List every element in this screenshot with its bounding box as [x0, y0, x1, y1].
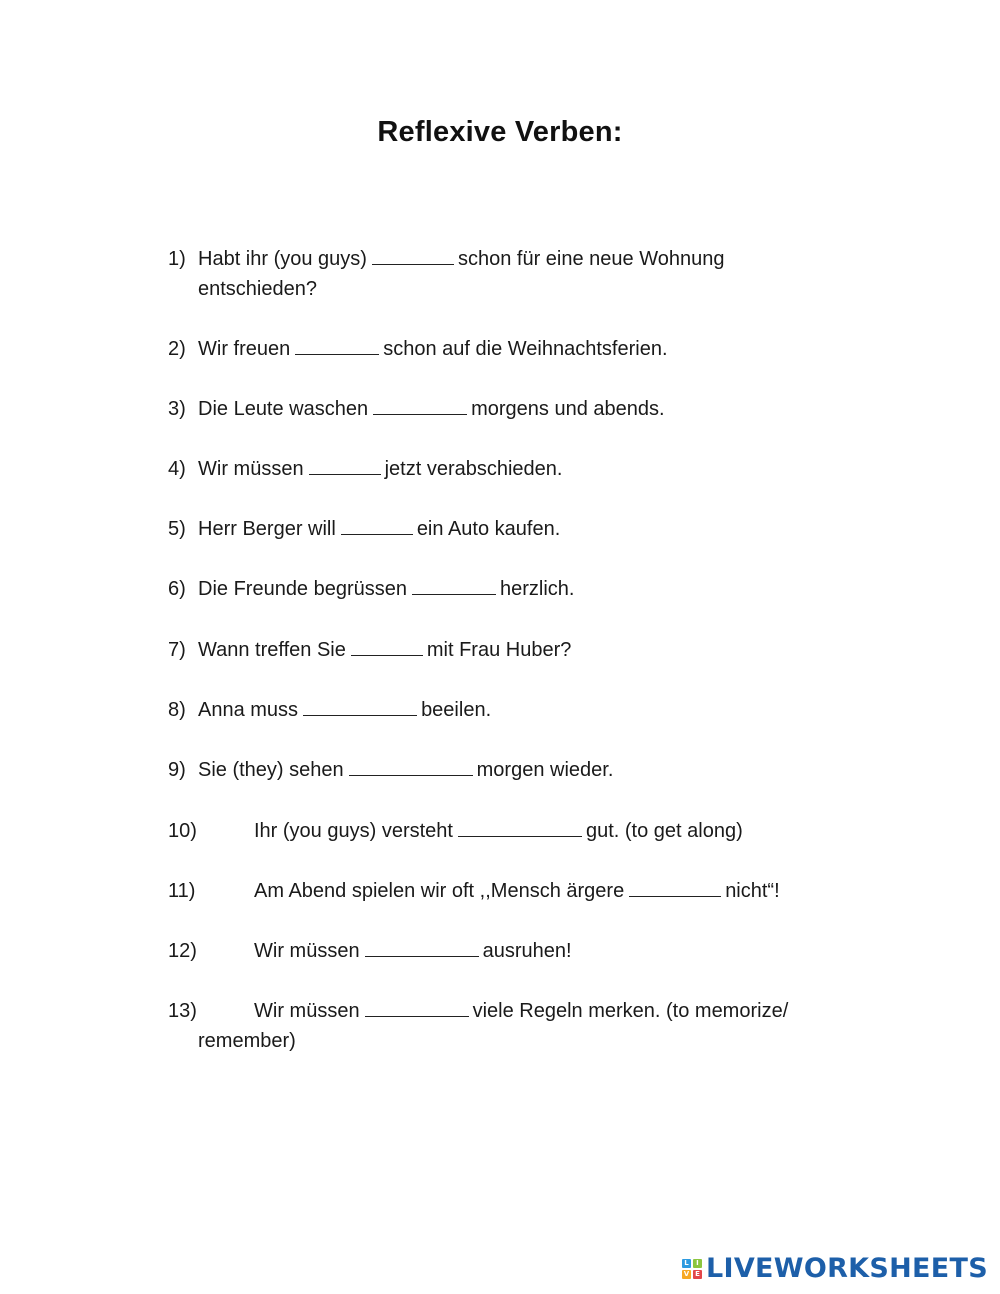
logo-tile: E [693, 1270, 702, 1279]
question-1 [168, 244, 848, 304]
answer-blank[interactable] [349, 759, 473, 776]
question-6 [168, 574, 848, 604]
question-text-after: gut. (to get along) [585, 820, 743, 842]
question-number: 6) [168, 578, 186, 600]
question-text-before: Wir freuen [198, 338, 291, 360]
question-7 [168, 635, 848, 665]
question-text-before: Wir müssen [254, 1000, 360, 1022]
logo-tile: V [683, 1269, 690, 1278]
question-text-after: nicht“! [725, 880, 780, 902]
question-text-before: Die Freunde begrüssen [198, 578, 408, 600]
question-number: 13) [168, 1000, 197, 1022]
question-2 [168, 334, 848, 364]
question-text-before: Anna muss [198, 699, 299, 721]
question-text-before: Sie (they) sehen [198, 759, 344, 781]
question-text-after: viele Regeln merken. (to memorize/ remember) [198, 1000, 789, 1052]
logo-tiles-icon [682, 1259, 702, 1279]
question-4 [168, 454, 848, 484]
question-text-after: morgen wieder. [476, 759, 614, 781]
answer-blank[interactable] [372, 248, 454, 265]
question-number: 2) [168, 338, 186, 360]
question-3 [168, 394, 848, 424]
question-text-before: Am Abend spielen wir oft ,,Mensch ärgere [254, 880, 625, 902]
page-title: Reflexive Verben: [377, 116, 623, 148]
answer-blank[interactable] [458, 820, 582, 837]
question-9 [168, 755, 848, 785]
answer-blank[interactable] [629, 880, 721, 897]
liveworksheets-logo [682, 1253, 988, 1284]
question-text-after: jetzt verabschieden. [384, 458, 563, 480]
question-8 [168, 695, 848, 725]
answer-blank[interactable] [309, 458, 381, 475]
question-13 [168, 996, 848, 1056]
question-text-before: Wir müssen [198, 458, 304, 480]
question-text-after: schon für eine neue Wohnung entschieden? [198, 248, 725, 300]
question-text-after: ein Auto kaufen. [416, 518, 561, 540]
question-text-after: morgens und abends. [471, 398, 665, 420]
question-10 [168, 816, 848, 846]
question-5 [168, 514, 848, 544]
answer-blank[interactable] [373, 398, 467, 415]
question-number: 7) [168, 639, 186, 661]
question-text-before: Wir müssen [254, 940, 360, 962]
question-number: 10) [168, 820, 197, 842]
question-number: 11) [168, 880, 196, 902]
question-number: 12) [168, 940, 197, 962]
logo-tile: L [682, 1259, 691, 1268]
question-number: 8) [168, 699, 186, 721]
question-number: 4) [168, 458, 186, 480]
answer-blank[interactable] [365, 940, 479, 957]
question-12 [168, 936, 848, 966]
answer-blank[interactable] [341, 518, 413, 535]
question-text-after: herzlich. [500, 578, 575, 600]
answer-blank[interactable] [295, 338, 379, 355]
logo-tile: I [693, 1259, 702, 1268]
brand-name: LIVEWORKSHEETS [705, 1253, 988, 1284]
answer-blank[interactable] [303, 699, 417, 716]
question-text-before: Ihr (you guys) versteht [254, 820, 453, 842]
question-text-after: ausruhen! [482, 940, 572, 962]
question-text-before: Herr Berger will [198, 518, 336, 540]
question-11 [168, 876, 848, 906]
answer-blank[interactable] [365, 1000, 469, 1017]
question-text-before: Wann treffen Sie [198, 639, 346, 661]
question-text-after: schon auf die Weihnachtsferien. [383, 338, 668, 360]
question-text-after: beeilen. [421, 699, 492, 721]
question-number: 9) [168, 759, 186, 781]
answer-blank[interactable] [412, 578, 496, 595]
question-text-after: mit Frau Huber? [426, 639, 572, 661]
question-text-before: Die Leute waschen [198, 398, 369, 420]
question-text-before: Habt ihr (you guys) [198, 248, 367, 270]
question-number: 3) [168, 398, 186, 420]
answer-blank[interactable] [351, 639, 423, 656]
question-number: 1) [168, 248, 186, 270]
question-number: 5) [168, 518, 186, 540]
